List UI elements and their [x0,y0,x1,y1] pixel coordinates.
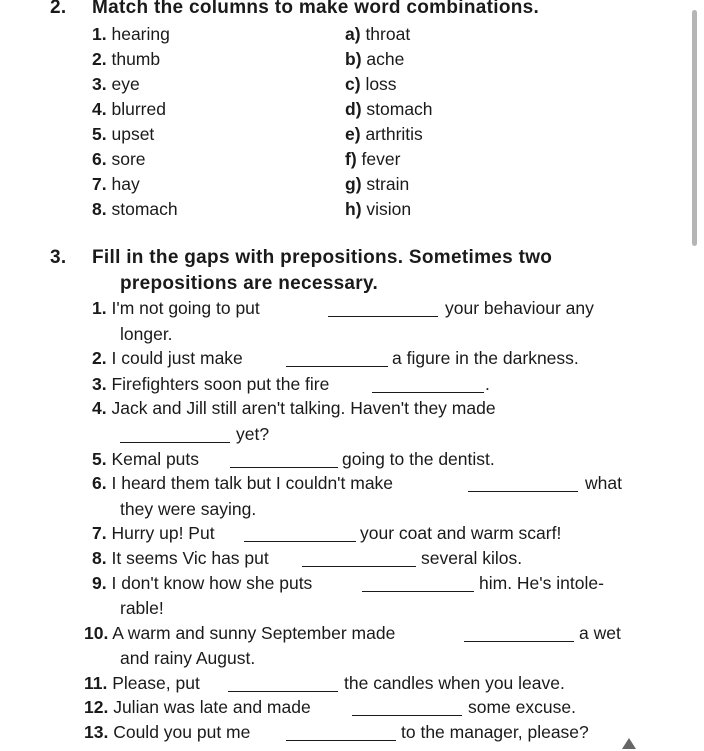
list-item: c) loss [345,74,397,94]
list-item: h) vision [345,199,412,219]
answer-blank[interactable] [230,452,338,468]
sentence-text: to the manager, please? [401,722,589,742]
sentence-text: and rainy August. [120,648,256,668]
sentence-text: the candles when you leave. [344,673,565,693]
list-item: f) fever [345,149,401,169]
scrollbar[interactable] [692,10,697,246]
section-3-title: Fill in the gaps with prepositions. Sometimes two [92,247,553,268]
answer-blank[interactable] [286,725,396,741]
list-item: g) strain [345,174,410,194]
exercise-item-2: 2. I could just make [92,348,243,368]
list-item: 7. hay [92,174,140,194]
sentence-text: a figure in the darkness. [392,348,579,368]
answer-blank[interactable] [286,351,388,367]
exercise-item-8: 8. It seems Vic has put [92,548,269,568]
list-item: 5. upset [92,124,155,144]
answer-blank[interactable] [352,700,462,716]
answer-blank[interactable] [372,377,484,393]
exercise-item-12: 12. Julian was late and made [84,697,311,717]
exercise-item-4: 4. Jack and Jill still aren't talking. Haven't they made [92,398,496,418]
list-item: 6. sore [92,149,146,169]
exercise-item-10: 10. A warm and sunny September made [84,623,396,643]
exercise-item-13: 13. Could you put me [84,722,251,742]
sentence-text: going to the dentist. [342,449,495,469]
list-item: 4. blurred [92,99,166,119]
list-item: d) stomach [345,99,433,119]
sentence-text: some excuse. [468,697,576,717]
list-item: b) ache [345,49,405,69]
sentence-text: several kilos. [421,548,523,568]
list-item: e) arthritis [345,124,423,144]
sentence-text: your behaviour any [445,298,594,318]
sentence-text: yet? [236,424,270,444]
triangle-marker-icon [622,738,636,749]
answer-blank[interactable] [464,626,574,642]
sentence-text: a wet [579,623,621,643]
list-item: 1. hearing [92,24,170,44]
answer-blank[interactable] [468,476,578,492]
section-3-number: 3. [50,247,67,268]
answer-blank[interactable] [228,676,338,692]
answer-blank[interactable] [120,427,230,443]
list-item: 3. eye [92,74,140,94]
list-item: 2. thumb [92,49,161,69]
exercise-item-9: 9. I don't know how she puts [92,573,313,593]
exercise-item-5: 5. Kemal puts [92,449,200,469]
section-3-title-cont: prepositions are necessary. [120,273,379,294]
exercise-item-1: 1. I'm not going to put [92,298,260,318]
section-2-number: 2. [50,0,67,18]
exercise-item-7: 7. Hurry up! Put [92,523,215,543]
answer-blank[interactable] [328,301,438,317]
answer-blank[interactable] [244,526,356,542]
list-item: a) throat [345,24,411,44]
sentence-text: they were saying. [120,499,257,519]
exercise-item-11: 11. Please, put [84,673,200,693]
sentence-text: rable! [120,598,164,618]
sentence-text: him. He's intole- [479,573,604,593]
sentence-text: your coat and warm scarf! [360,523,562,543]
sentence-text: what [585,473,622,493]
sentence-text: . [485,374,490,394]
exercise-item-6: 6. I heard them talk but I couldn't make [92,473,394,493]
exercise-item-3: 3. Firefighters soon put the fire [92,374,330,394]
section-2-title: Match the columns to make word combinations. [92,0,540,18]
sentence-text: longer. [120,324,173,344]
answer-blank[interactable] [362,576,474,592]
answer-blank[interactable] [302,551,416,567]
list-item: 8. stomach [92,199,178,219]
